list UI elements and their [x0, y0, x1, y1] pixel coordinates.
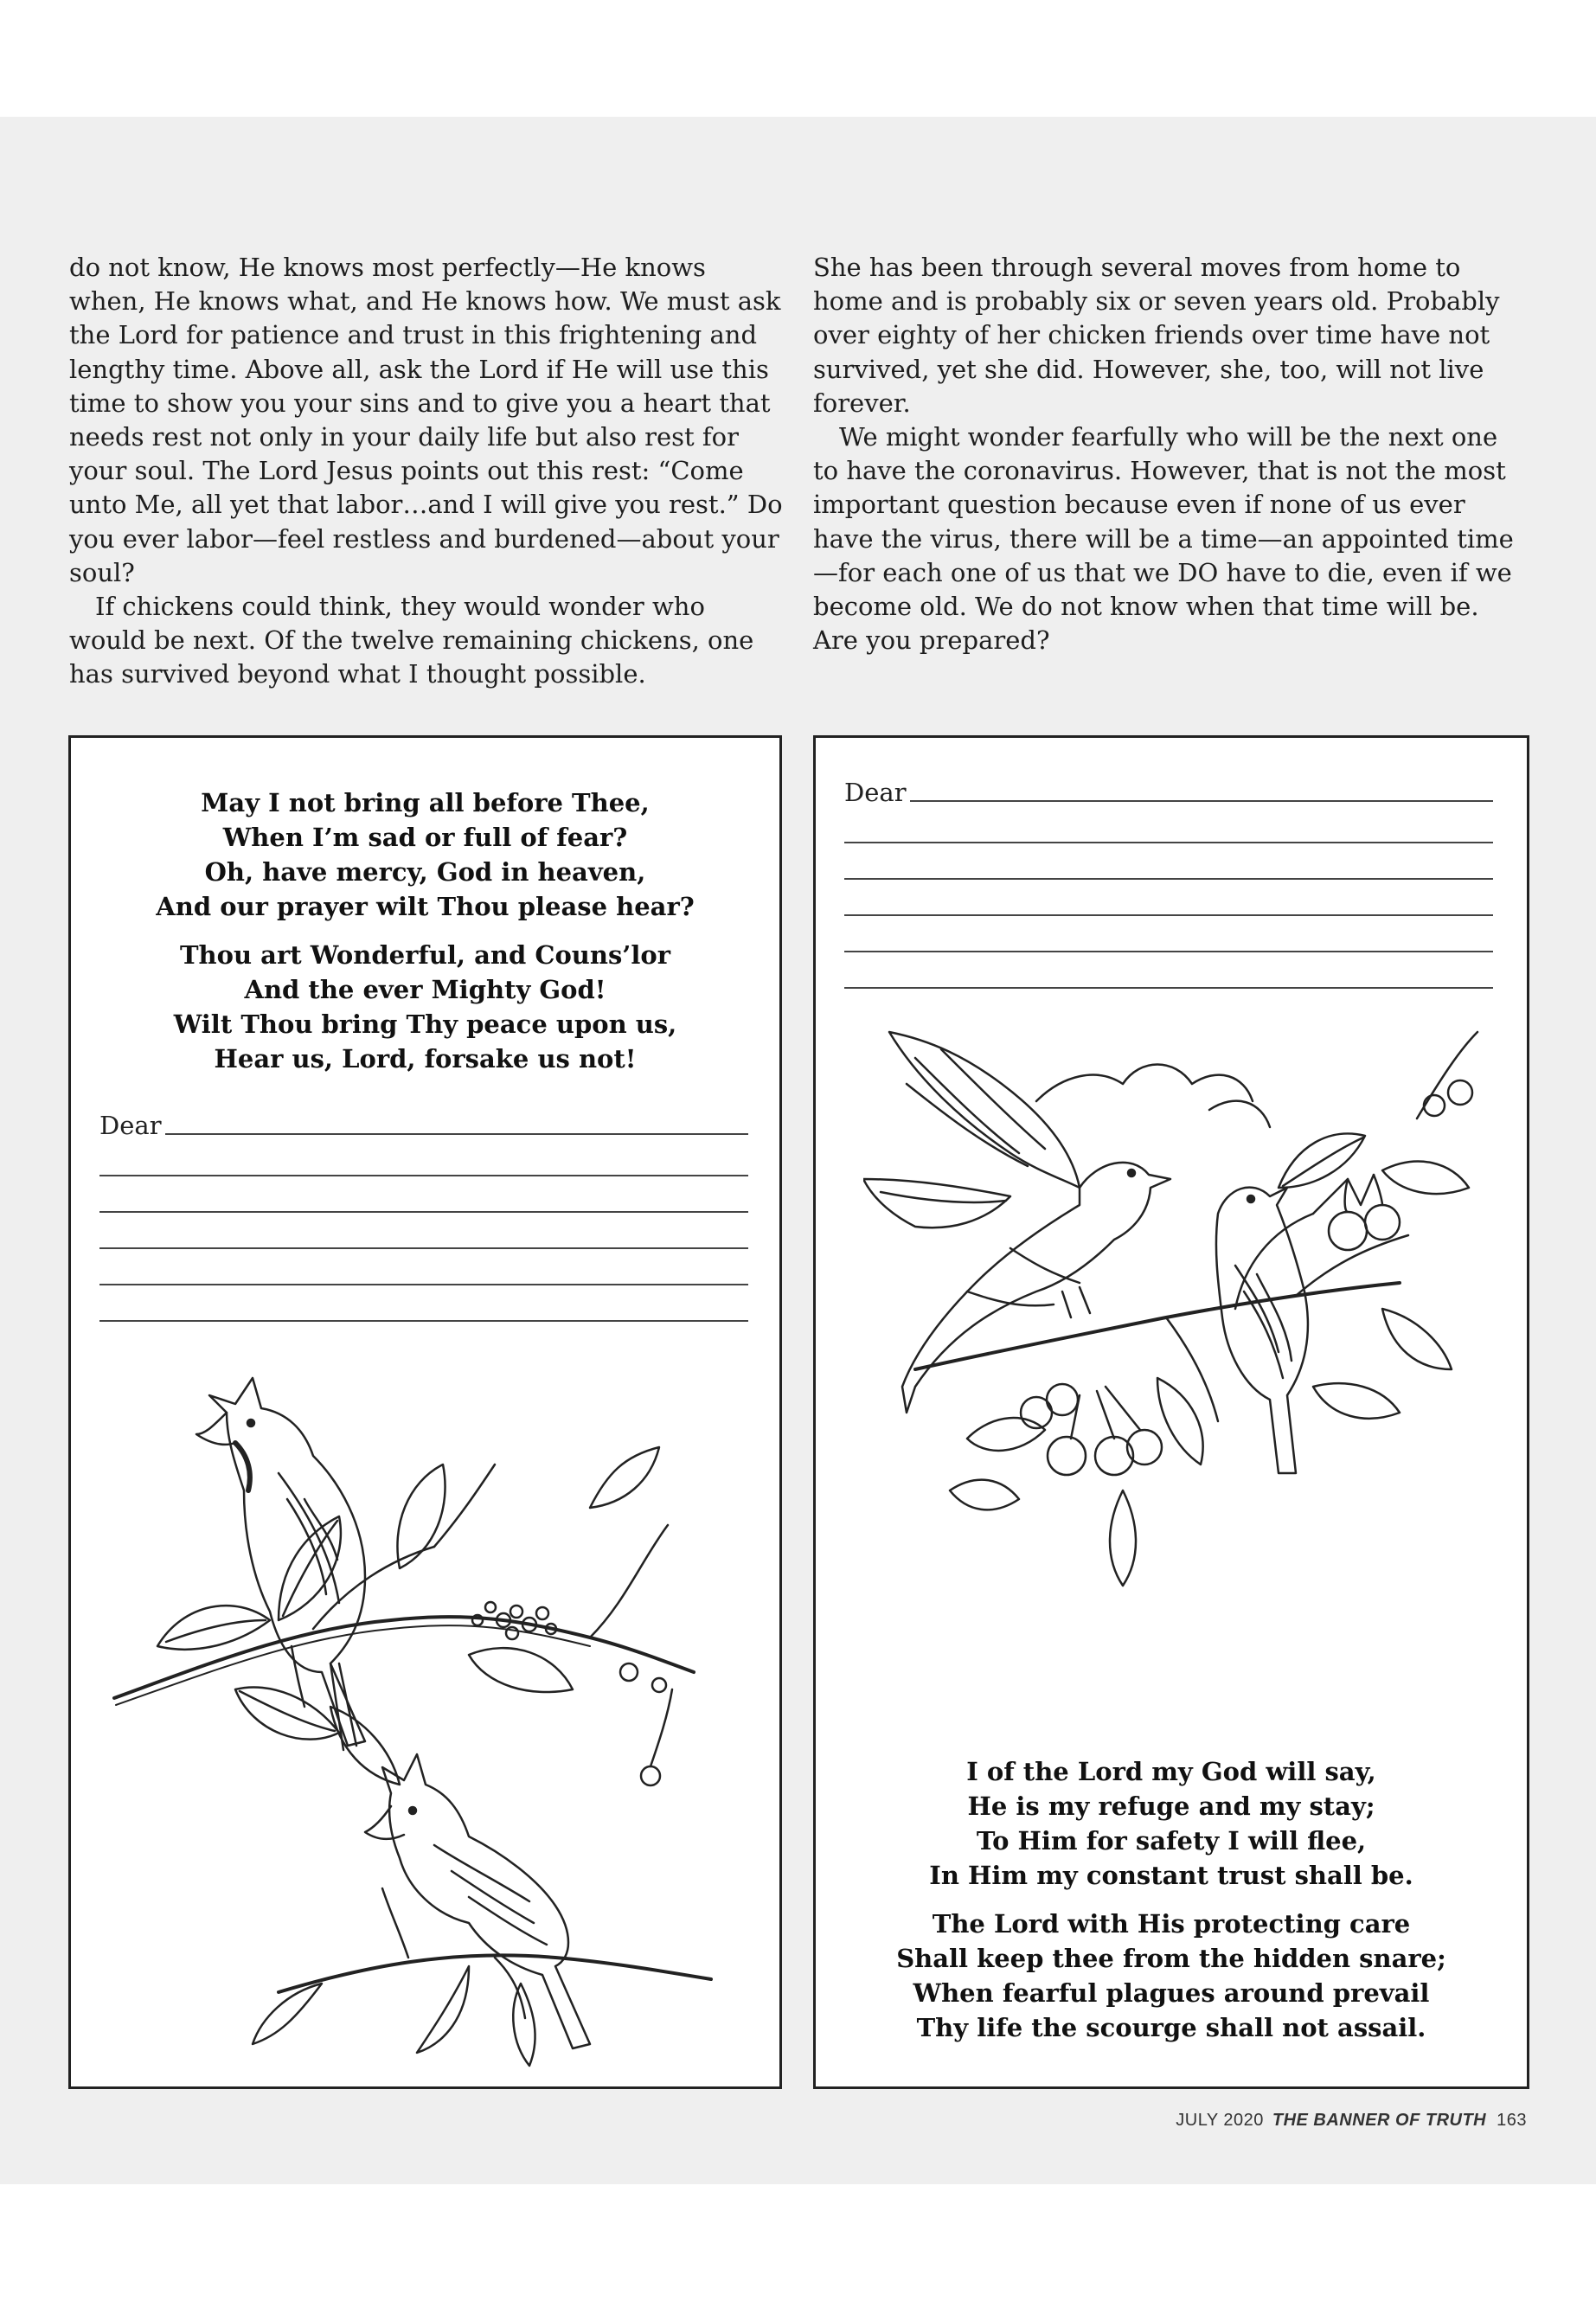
dear-label: Dear — [844, 778, 907, 807]
poem-line: Thy life the scourge shall not assail. — [916, 2013, 1426, 2042]
dear-row — [99, 1106, 748, 1140]
cardinals-illustration — [106, 1361, 746, 2070]
poem-line: To Him for safety I will flee, — [976, 1826, 1367, 1856]
page-number: 163 — [1497, 2111, 1527, 2130]
left-card-poem — [71, 785, 779, 1090]
right-card — [813, 735, 1529, 2089]
dear-row — [844, 772, 1493, 807]
write-line[interactable] — [844, 916, 1493, 952]
poem-line: Thou art Wonderful, and Couns’lor — [179, 940, 671, 970]
poem-line: And the ever Mighty God! — [244, 975, 606, 1004]
poem-line: The Lord with His protecting care — [932, 1909, 1411, 1939]
dear-write-line[interactable] — [910, 800, 1493, 802]
footer-issue: JULY 2020 — [1176, 2111, 1264, 2130]
write-line[interactable] — [844, 880, 1493, 916]
article-paragraph: She has been through several moves from home to home and is probably six or seven years old. Probably over eighty of her chicken friends over time have not survived, yet she did. However, she, too, will not live forever. — [813, 253, 1500, 418]
poem-line: I of the Lord my God will say, — [966, 1757, 1376, 1786]
dear-label: Dear — [99, 1111, 162, 1140]
poem-stanza — [816, 1754, 1527, 1893]
poem-stanza — [816, 1907, 1527, 2045]
write-line[interactable] — [844, 807, 1493, 843]
article-left-column — [69, 251, 787, 692]
poem-stanza — [71, 785, 779, 924]
left-card — [68, 735, 782, 2089]
write-line[interactable] — [99, 1213, 748, 1249]
write-line[interactable] — [99, 1249, 748, 1285]
poem-line: When I’m sad or full of fear? — [222, 823, 628, 852]
write-line[interactable] — [99, 1140, 748, 1176]
dear-write-line[interactable] — [165, 1133, 748, 1135]
letter-lines — [844, 772, 1493, 989]
write-line[interactable] — [844, 843, 1493, 880]
poem-line: In Him my constant trust shall be. — [929, 1861, 1413, 1890]
footer-magazine-title: THE BANNER OF TRUTH — [1272, 2111, 1487, 2130]
write-line[interactable] — [99, 1176, 748, 1213]
songbirds-illustration — [863, 1006, 1486, 1612]
poem-line: Oh, have mercy, God in heaven, — [204, 857, 646, 887]
article-paragraph: If chickens could think, they would wonder who would be next. Of the twelve remaining chickens, one has survived beyond what I thought possible. — [69, 592, 754, 689]
article-paragraph: We might wonder fearfully who will be the next one to have the coronavirus. However, that is not the most important question because even if none of us ever have the virus, there will be a time—an appointed time—for each one of us that we DO have to die, even if we become old. We do not know when that time will be. Are you prepared? — [813, 422, 1514, 656]
write-line[interactable] — [99, 1285, 748, 1322]
article-right-column — [813, 251, 1522, 657]
right-card-poem — [816, 1754, 1527, 2059]
poem-line: When fearful plagues around prevail — [913, 1978, 1430, 2008]
letter-lines — [99, 1106, 748, 1322]
poem-line: Hear us, Lord, forsake us not! — [214, 1044, 637, 1074]
poem-line: He is my refuge and my stay; — [967, 1791, 1375, 1821]
write-line[interactable] — [844, 952, 1493, 989]
poem-line: Shall keep thee from the hidden snare; — [896, 1944, 1446, 1973]
poem-line: May I not bring all before Thee, — [201, 788, 650, 817]
poem-line: And our prayer wilt Thou please hear? — [156, 892, 695, 921]
article-paragraph: do not know, He knows most perfectly—He knows when, He knows what, and He knows how. We must ask the Lord for patience and trust in this frightening and lengthy time. Above all, ask the Lord if He will use this time to show you your sins and to give you a heart that needs rest not only in your daily life but also rest for your soul. The Lord Jesus points out this rest: “Come unto Me, all yet that labor…and I will give you rest.” Do you ever labor—feel restless and burdened—about your soul? — [69, 253, 783, 587]
poem-stanza — [71, 938, 779, 1076]
poem-line: Wilt Thou bring Thy peace upon us, — [173, 1009, 677, 1039]
page-footer — [1176, 2111, 1527, 2131]
